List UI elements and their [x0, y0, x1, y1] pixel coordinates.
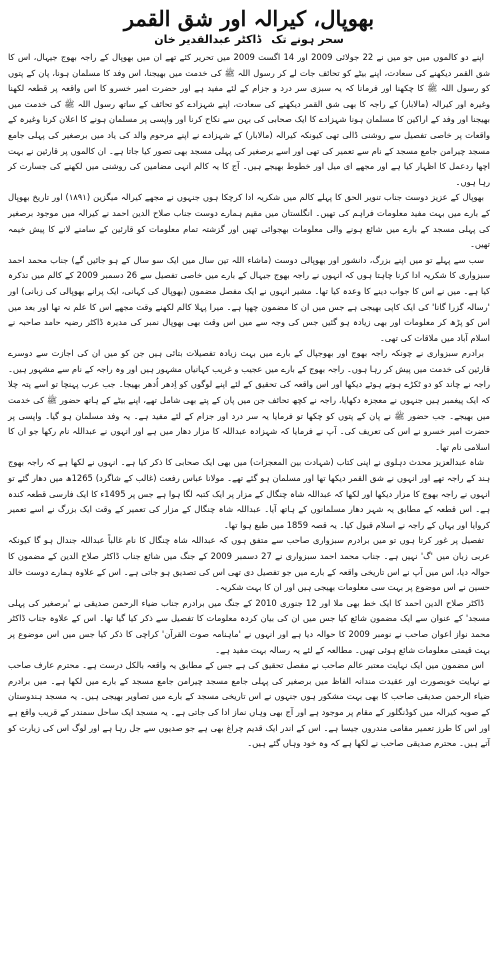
paragraph-6: تفصیل پر غور کرتا ہوں تو میں برادرم سبزواری صاحب سے متفق ہوں کہ عبداللہ شاہ چنگال کا نام غالباً عبداللہ جندال ہو گا کیونکہ عربی زبان میں 'گ' نہیں ہے۔ جناب محمد احمد سبزواری نے 27 دسمبر 2009 کے جنگ میں شائع جناب ڈاکٹر صلاح الدین کے مضمون کا حوالہ دیا، اس میں آپ نے اس تاریخی واقعہ کے بارے میں جو تفصیل دی تھی اس کی تصدیق ہو جاتی ہے۔ اس کے علاوہ ہمارے دوست خالد حسین نے اس موضوع پر بہت سی معلومات بھیجی ہیں اور ان کا بہت شکریہ۔: [8, 535, 491, 593]
article-body: [8, 50, 490, 752]
byline: [8, 32, 490, 48]
article-headline: بھوپال، کیرالہ اور شق القمر: [123, 6, 375, 31]
paragraph-3: سب سے پہلے تو میں اپنے بزرگ، دانشور اور بھوپالی دوست (ماشاء اللہ تین سال میں ایک سو سال کے ہو جائیں گے) جناب محمد احمد سبزواری کا شکریہ ادا کرنا چاہتا ہوں کہ انہوں نے راجہ بھوج جیہال کے بارے میں خاصی تفصیل سے 26 دسمبر 2009 کے کالم میں تذکرہ کیا ہے۔ میں نے اس کا جواب دینے کا وعدہ کیا تھا۔ مشیر انہوں نے ایک مفصل مضمون (بھوپال کی کہانی، ایک پرانے بھوپالی کی زبانی) اور 'رسالہ گزرا گانا' کی ایک کاپی بھیجی ہے جس میں ان کا مضمون چھپا ہے۔ میرا پہلا کالم لکھنے وقت مجھے اس کا علم نہ تھا اور بعد میں اس کو پڑھ کر معلومات اور بھی زیادہ ہو گئیں جس کی وجہ سے میں اس وقت بھی بھوپال نمبر کی مدیرہ ڈاکٹر رضیہ حامد صاحبہ نے اسلام آباد میں ملاقات کی تھی۔: [8, 254, 490, 343]
column-name: سحر ہونے تک: [271, 33, 344, 46]
paragraph-8: اس مضمون میں ایک نہایت معتبر عالم صاحب نے مفصل تحقیق کی ہے جس کے مطابق یہ واقعہ بالکل درست ہے۔ محترم عارف صاحب نے نہایت خوبصورت اور عقیدت مندانہ الفاظ میں برصغیر کی پہلی جامع مسجد چیرامن جامع مسجد کے بارے میں لکھا ہے۔ میں برادرم ضیاء الرحمن صدیقی صاحب کا بھی بہت مشکور ہوں جنہوں نے اس تاریخی مسجد کے بارے میں تصاویر بھیجی ہیں۔ یہ مسجد ہندوستان کے صوبہ کیرالہ میں کوڈنگلور کے مقام پر موجود ہے اور آج بھی وہاں نماز ادا کی جاتی ہے۔ یہ مسجد ایک ساحل سمندر کے قریب واقع ہے اور اس کا طرز تعمیر مقامی مندروں جیسا ہے۔ اس کے اندر ایک قدیم چراغ بھی ہے جو صدیوں سے جل رہا ہے اور لوگ اس کی زیارت کو آتے ہیں۔ محترم صدیقی صاحب نے لکھا ہے کہ وہ خود وہاں گئے ہیں۔: [8, 660, 490, 749]
paragraph-2: بھوپال کے عزیز دوست جناب تنویر الحق کا پہلے کالم میں شکریہ ادا کرچکا ہوں جنہوں نے مجھے کیرالہ میگزین (۱۸۹۱) اور تاریخ بھوپال کے بارے میں بہت مفید معلومات فراہم کی تھیں۔ انگلستان میں مقیم ہمارے دوست جناب صلاح الدین احمد نے کیرالہ میں موجود برصغیر کی پہلی مسجد کے بارے میں شائع ہونے والی معلومات بھجوائی تھیں اور گزشتہ تمام معلومات کو قارئین کے سامنے لانے کا پیش خیمہ تھیں۔: [8, 192, 490, 250]
author-name: ڈاکٹر عبدالقدیر خان: [154, 33, 262, 46]
paragraph-5: شاہ عبدالعزیز محدث دہلوی نے اپنی کتاب (شہادت بین المعجزات) میں بھی ایک صحابی کا ذکر کیا ہے۔ انہوں نے لکھا ہے کہ راجہ بھوج ہند کے راجہ تھے اور انہوں نے شق القمر دیکھا تھا اور مسلمان ہو گئے تھے۔ مولانا عباس رفعت (غالب کے شاگرد) 1265ھ میں دھار گئے تو انہوں نے راجہ بھوج کا مزار دیکھا اور لکھا کہ عبداللہ شاہ چنگال کے مزار پر ایک کتبہ لگا ہوا ہے جس پر 1495ء کا ایک فارسی قطعہ کندہ ہے۔ اس قطعہ کے مطابق یہ شہر دھار مسلمانوں کے ہاتھ آیا۔ عبداللہ شاہ چنگال کے مزار کی تعمیر کے وقت ایک بزرگ نے اسے تعمیر کروایا اور یہاں کے راجہ نے اسلام قبول کیا۔ یہ قصہ 1859 میں طبع ہوا تھا۔: [8, 457, 490, 530]
paragraph-7: ڈاکٹر صلاح الدین احمد کا ایک خط بھی ملا اور 12 جنوری 2010 کے جنگ میں برادرم جناب ضیاء الرحمن صدیقی نے 'برصغیر کی پہلی مسجد' کے عنوان سے ایک مضمون شائع کیا جس میں ان کی بیان کردہ معلومات کا تفصیل سے ذکر کیا گیا تھا۔ اس کے علاوہ جناب ڈاکٹر محمد نواز اعوان صاحب نے نومبر 2009 کا حوالہ دیا ہے اور انہوں نے 'ماہنامہ صوت القرآن' کراچی کا ذکر کیا جس میں اس موضوع پر بہت قیمتی معلومات شائع ہوئی تھیں۔ مطالعہ کے لئے یہ رسالہ بہت مفید ہے۔: [8, 597, 490, 655]
paragraph-4: برادرم سبزواری نے چونکہ راجہ بھوج اور بھوجپال کے بارے میں بہت زیادہ تفصیلات بتائی ہیں جن کو میں ان کی اجازت سے دوسرے قارئین کی خدمت میں پیش کر رہا ہوں۔ راجہ بھوج کے بارے میں عجیب و غریب کہانیاں مشہور ہیں اور وہ راجہ کے نام سے مشہور ہیں۔ راجہ نے چاند کو دو ٹکڑے ہوتے ہوئے دیکھا اور اس واقعہ کی تحقیق کے لئے اپنے لوگوں کو اِدھر اُدھر بھیجا۔ جب عرب پہنچا تو اسے پتہ چلا کہ ایک پیغمبر ہیں جنہوں نے معجزہ دکھایا، راجہ نے کچھ تحائف جن میں پان کے پتے بھی شامل تھے، اپنے بیٹے کے ہاتھ حضور ﷺ کی خدمت میں بھیجے۔ جب حضور ﷺ نے پان کے پتوں کو چکھا تو فرمایا یہ سر درد اور جزام کے لئے مفید ہے۔ یہ وفد مسلمان ہو گیا۔ واپسی پر حضرت امیر خسرو نے اس کی تعریف کی۔ آپ نے فرمایا کہ شہزادہ عبداللہ کا مزار دھار میں ہے اور انہوں نے عبداللہ نام رکھا جو ان کا اسلامی نام تھا۔: [8, 348, 490, 452]
paragraph-1: اپنے دو کالموں میں جو میں نے 22 جولائی 2009 اور 14 اگست 2009 میں تحریر کئے تھے ان میں بھوپال کے راجہ بھوج جیہال، اس کا شق القمر دیکھنے کی سعادت، اپنے بیٹے کو تحائف جات لے کر رسول اللہ ﷺ کی خدمت میں بھیجنا، اس وفد کا مسلمان ہونا، پان کے پتوں کو رسول اللہ ﷺ کا چکھنا اور فرمانا کہ یہ سبزی سر درد و جزام کے لئے مفید ہے اور حضرت امیر خسرو کا اس واقعہ پر قطعہ لکھنا وغیرہ اور کیرالہ (مالابار) کے راجہ کا بھی شق القمر دیکھنے کی سعادت، اپنے شہزادے کو تحائف کے ساتھ رسول اللہ ﷺ کی خدمت میں بھیجنا اور وفد کے اراکین کا مسلمان ہونا شہزادے کا ایک صحابی کی بہن سے نکاح کرنا اور واپسی پر مسلمان ہونے کا اعلان کرنا وغیرہ کے واقعات پر خاصی تفصیل سے روشنی ڈالی تھی کیونکہ کیرالہ (مالابار) کے شہزادے نے اپنے مرحوم والد کی یاد میں برصغیر کی پہلی جامع مسجد چیرامن جامع مسجد کے نام سے تعمیر کی تھی اور اسے برصغیر کی پہلی مسجد بھی تصور کیا جاتا ہے۔ ان کالموں پر قارئین نے بہت اچھا ردعمل کا اظہار کیا ہے اور مجھے ای میل اور خطوط بھیجے ہیں۔ آج کا یہ کالم انہی مضامین کی روشنی میں لکھنے کی جسارت کر رہا ہوں۔: [8, 52, 490, 187]
